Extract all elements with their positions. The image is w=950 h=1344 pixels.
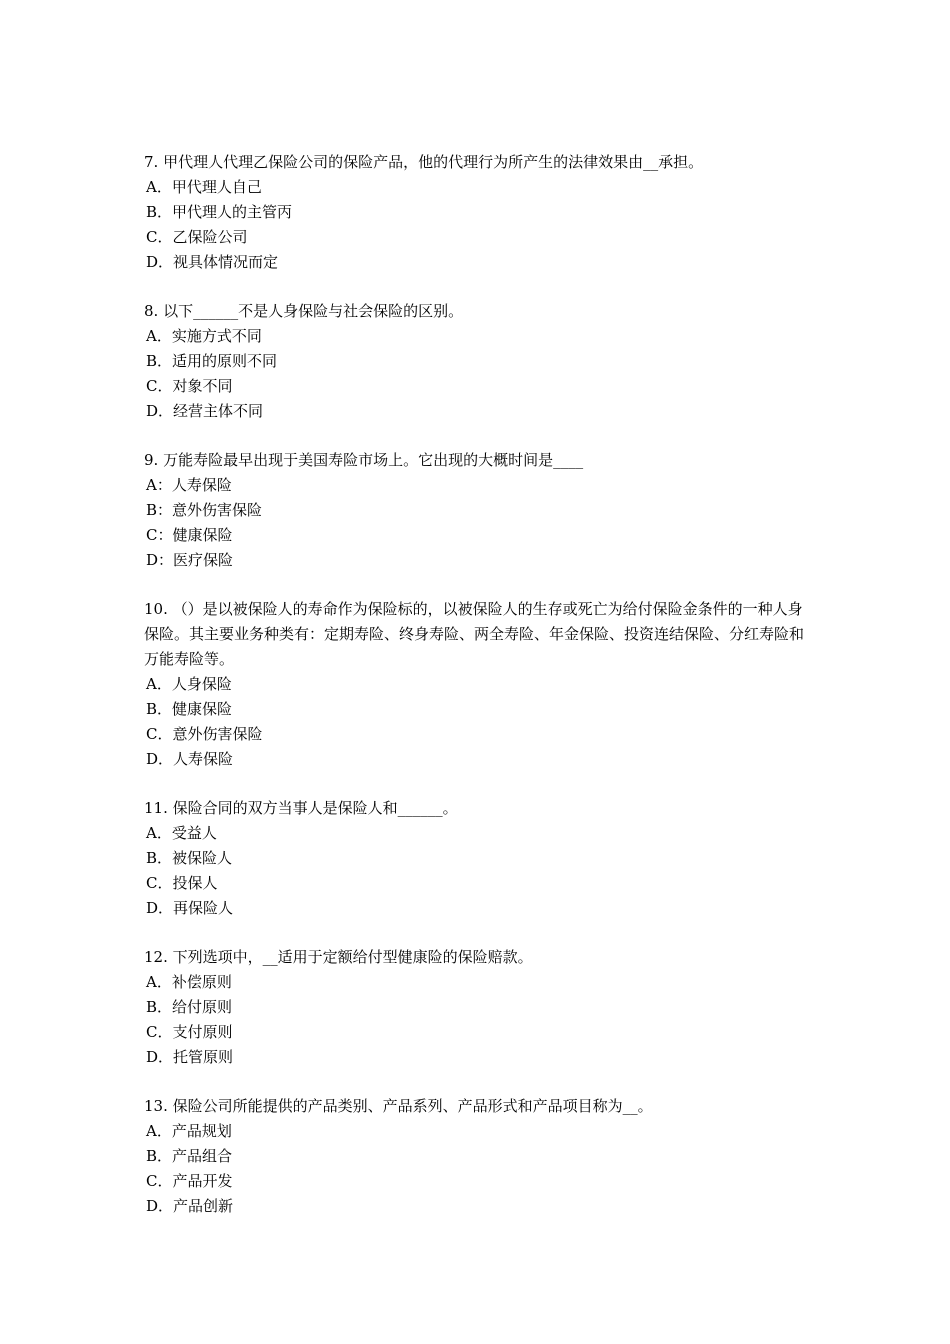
option-a: A．补偿原则	[146, 973, 232, 991]
question-10	[144, 597, 812, 772]
option-c: C．对象不同	[146, 377, 233, 395]
option-b: B．适用的原则不同	[146, 352, 278, 370]
option-c: C：健康保险	[146, 526, 233, 544]
option-c: C．意外伤害保险	[146, 725, 263, 743]
option-c: C．乙保险公司	[146, 228, 248, 246]
question-9	[144, 448, 812, 573]
option-d: D．产品创新	[146, 1197, 234, 1215]
option-a: A．人身保险	[146, 675, 232, 693]
document-page	[144, 150, 812, 1243]
question-stem: 11. 保险合同的双方当事人是保险人和______。	[144, 799, 458, 817]
option-b: B．给付原则	[146, 998, 233, 1016]
question-11	[144, 796, 812, 921]
question-stem: 10. （）是以被保险人的寿命作为保险标的，以被保险人的生存或死亡为给付保险金条件的一种人身保险。其主要业务种类有：定期寿险、终身寿险、两全寿险、年金保险、投资连结保险、分红寿险和万能寿险等。	[144, 600, 805, 668]
question-8	[144, 299, 812, 424]
question-7	[144, 150, 812, 275]
option-d: D．再保险人	[146, 899, 234, 917]
option-b: B．健康保险	[146, 700, 233, 718]
question-stem: 12. 下列选项中，__适用于定额给付型健康险的保险赔款。	[144, 948, 533, 966]
option-b: B．甲代理人的主管丙	[146, 203, 293, 221]
question-stem: 7. 甲代理人代理乙保险公司的保险产品，他的代理行为所产生的法律效果由__承担。	[144, 153, 704, 171]
option-d: D．人寿保险	[146, 750, 234, 768]
option-b: B．被保险人	[146, 849, 233, 867]
option-a: A．实施方式不同	[146, 327, 262, 345]
option-c: C．投保人	[146, 874, 218, 892]
option-b: B．产品组合	[146, 1147, 233, 1165]
option-b: B：意外伤害保险	[146, 501, 263, 519]
option-d: D．视具体情况而定	[146, 253, 279, 271]
option-c: C．产品开发	[146, 1172, 233, 1190]
question-stem: 8. 以下______不是人身保险与社会保险的区别。	[144, 302, 464, 320]
option-a: A．产品规划	[146, 1122, 232, 1140]
option-a: A：人寿保险	[146, 476, 232, 494]
question-13	[144, 1094, 812, 1219]
question-12	[144, 945, 812, 1070]
option-a: A．甲代理人自己	[146, 178, 262, 196]
option-d: D：医疗保险	[146, 551, 234, 569]
question-stem: 13. 保险公司所能提供的产品类别、产品系列、产品形式和产品项目称为__。	[144, 1097, 653, 1115]
option-d: D．经营主体不同	[146, 402, 264, 420]
question-stem: 9. 万能寿险最早出现于美国寿险市场上。它出现的大概时间是____	[144, 451, 584, 469]
option-d: D．托管原则	[146, 1048, 234, 1066]
option-c: C．支付原则	[146, 1023, 233, 1041]
option-a: A．受益人	[146, 824, 217, 842]
